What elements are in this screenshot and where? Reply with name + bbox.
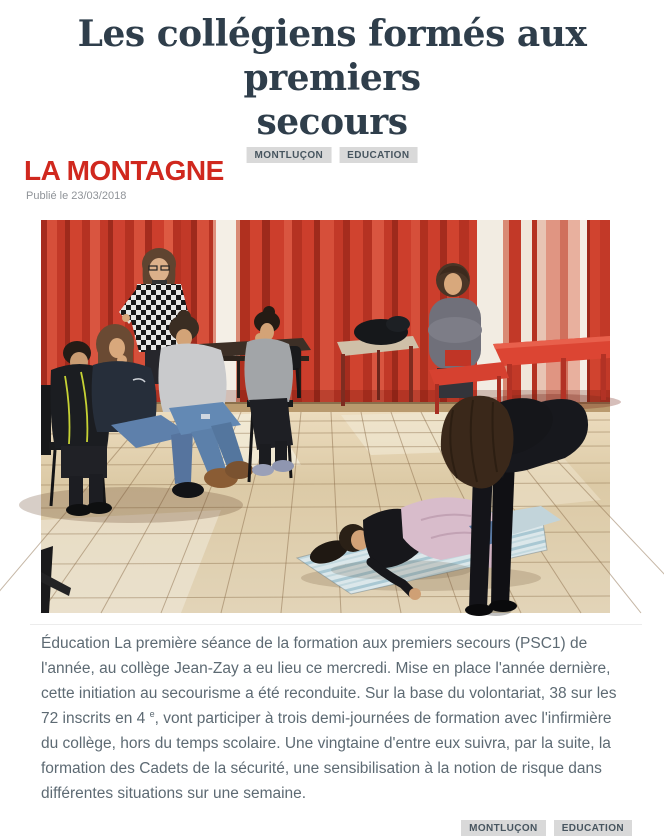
tag-education[interactable]: EDUCATION [339, 147, 417, 163]
publish-date: Publié le 23/03/2018 [26, 190, 127, 202]
article-photo [41, 220, 610, 613]
body-text-part1: Éducation La première séance de la formation aux premiers secours (PSC1) de l'année, au collège Jean-Zay a eu lieu ce mercredi. Mise en place l'année dernière, cette initiation au secourisme a été reconduite. Sur la base du volontariat, 38 sur les 72 inscrits en 4 [41, 635, 617, 727]
tag-row-top [247, 147, 418, 163]
tag-montlucon[interactable]: MONTLUÇON [247, 147, 332, 163]
article-body [41, 631, 630, 806]
title-line-2: secours [256, 101, 408, 143]
body-superscript: e [149, 708, 155, 719]
tag-row-bottom [41, 820, 632, 836]
title-line-1: Les collégiens formés aux premiers [77, 13, 587, 99]
article-meta [0, 146, 664, 220]
brand-logo[interactable]: LA MONTAGNE [24, 155, 224, 186]
photo-divider [30, 624, 642, 625]
article-page [0, 12, 664, 834]
classroom-photo-illustration [41, 220, 610, 613]
body-text-part2: , vont participer à trois demi-journées de formation avec l'infirmière du collège, hors du temps scolaire. Une vingtaine d'entre eux suivra, par la suite, la formation des Cadets de la sécurité, une sensibilisation à la notion de risque dans différentes situations sur une semaine. [41, 710, 612, 802]
tag-montlucon[interactable]: MONTLUÇON [461, 820, 546, 836]
page-title [8, 12, 656, 144]
tag-education[interactable]: EDUCATION [554, 820, 632, 836]
